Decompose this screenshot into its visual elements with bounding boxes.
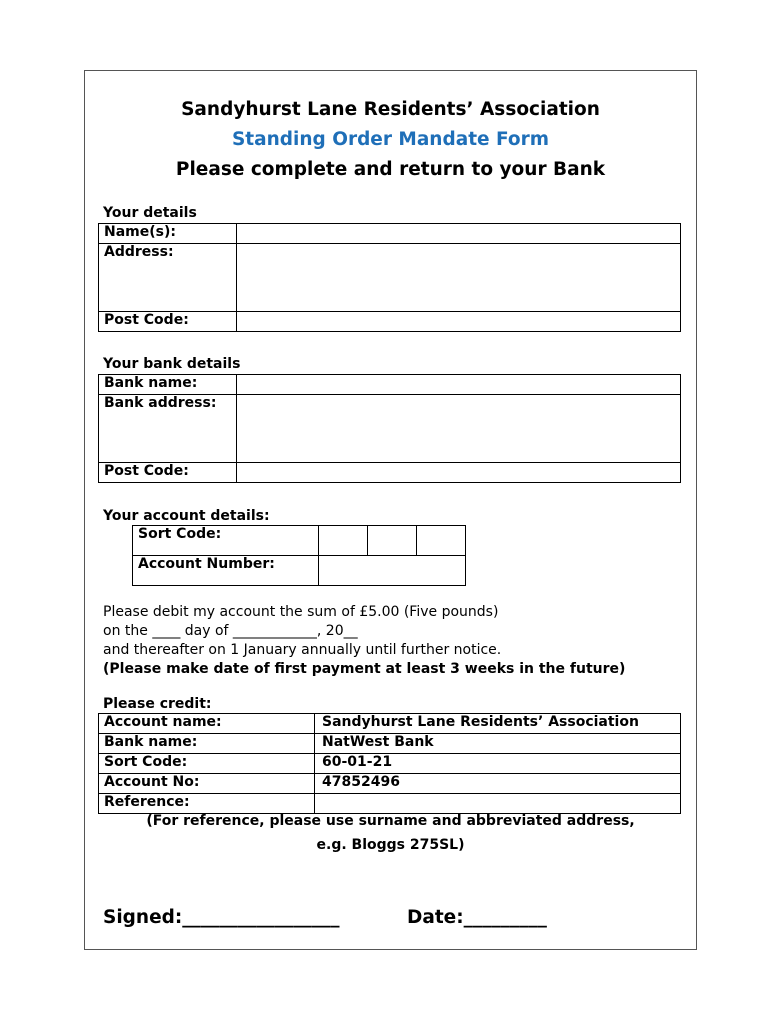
bank-name-field[interactable] — [237, 375, 681, 395]
account-details-heading: Your account details: — [103, 508, 270, 524]
account-number-label: Account Number: — [133, 556, 319, 586]
credit-heading: Please credit: — [103, 696, 212, 712]
address-field[interactable] — [237, 244, 681, 312]
credit-account-no-label: Account No: — [99, 774, 315, 794]
your-details-table — [98, 223, 681, 332]
your-details-heading: Your details — [103, 205, 197, 221]
bank-name-label: Bank name: — [99, 375, 237, 395]
reference-note-line-1: (For reference, please use surname and abbreviated address, — [146, 813, 635, 829]
bank-details-table — [98, 374, 681, 483]
account-details-table — [132, 525, 466, 586]
form-instruction: Please complete and return to your Bank — [175, 159, 606, 180]
postcode-field[interactable] — [237, 312, 681, 332]
table-row — [99, 734, 681, 754]
credit-bank-name-label: Bank name: — [99, 734, 315, 754]
bank-address-label: Bank address: — [99, 395, 237, 463]
reference-note-line-2: e.g. Bloggs 275SL) — [316, 837, 465, 853]
debit-line-annual: and thereafter on 1 January annually until further notice. — [103, 642, 502, 658]
credit-sort-code-label: Sort Code: — [99, 754, 315, 774]
name-field[interactable] — [237, 224, 681, 244]
sort-code-box-2[interactable] — [368, 526, 417, 556]
address-label: Address: — [99, 244, 237, 312]
debit-instructions — [103, 603, 625, 679]
credit-account-name-label: Account name: — [99, 714, 315, 734]
debit-line-date: on the ____ day of ____________, 20__ — [103, 623, 358, 639]
signed-field[interactable]: Signed:_________________ — [103, 907, 340, 928]
sort-code-label: Sort Code: — [133, 526, 319, 556]
credit-account-no-value: 47852496 — [315, 774, 681, 794]
credit-bank-name-value: NatWest Bank — [315, 734, 681, 754]
credit-table — [98, 713, 681, 814]
bank-address-field[interactable] — [237, 395, 681, 463]
table-row — [99, 794, 681, 814]
name-label: Name(s): — [99, 224, 237, 244]
date-field[interactable]: Date:_________ — [407, 907, 547, 928]
credit-sort-code-value: 60-01-21 — [315, 754, 681, 774]
credit-reference-label: Reference: — [99, 794, 315, 814]
sort-code-box-1[interactable] — [319, 526, 368, 556]
sort-code-box-3[interactable] — [417, 526, 466, 556]
table-row — [99, 774, 681, 794]
association-title: Sandyhurst Lane Residents’ Association — [181, 99, 600, 120]
postcode-label: Post Code: — [99, 312, 237, 332]
bank-details-heading: Your bank details — [103, 356, 241, 372]
table-row — [99, 754, 681, 774]
bank-postcode-label: Post Code: — [99, 463, 237, 483]
credit-reference-field[interactable] — [315, 794, 681, 814]
credit-account-name-value: Sandyhurst Lane Residents’ Association — [315, 714, 681, 734]
table-row — [99, 714, 681, 734]
mandate-form — [84, 70, 697, 950]
debit-line-amount: Please debit my account the sum of £5.00 (Five pounds) — [103, 604, 499, 620]
bank-postcode-field[interactable] — [237, 463, 681, 483]
form-title: Standing Order Mandate Form — [231, 129, 550, 150]
account-number-field[interactable] — [319, 556, 466, 586]
debit-line-warning: (Please make date of first payment at least 3 weeks in the future) — [103, 661, 626, 677]
